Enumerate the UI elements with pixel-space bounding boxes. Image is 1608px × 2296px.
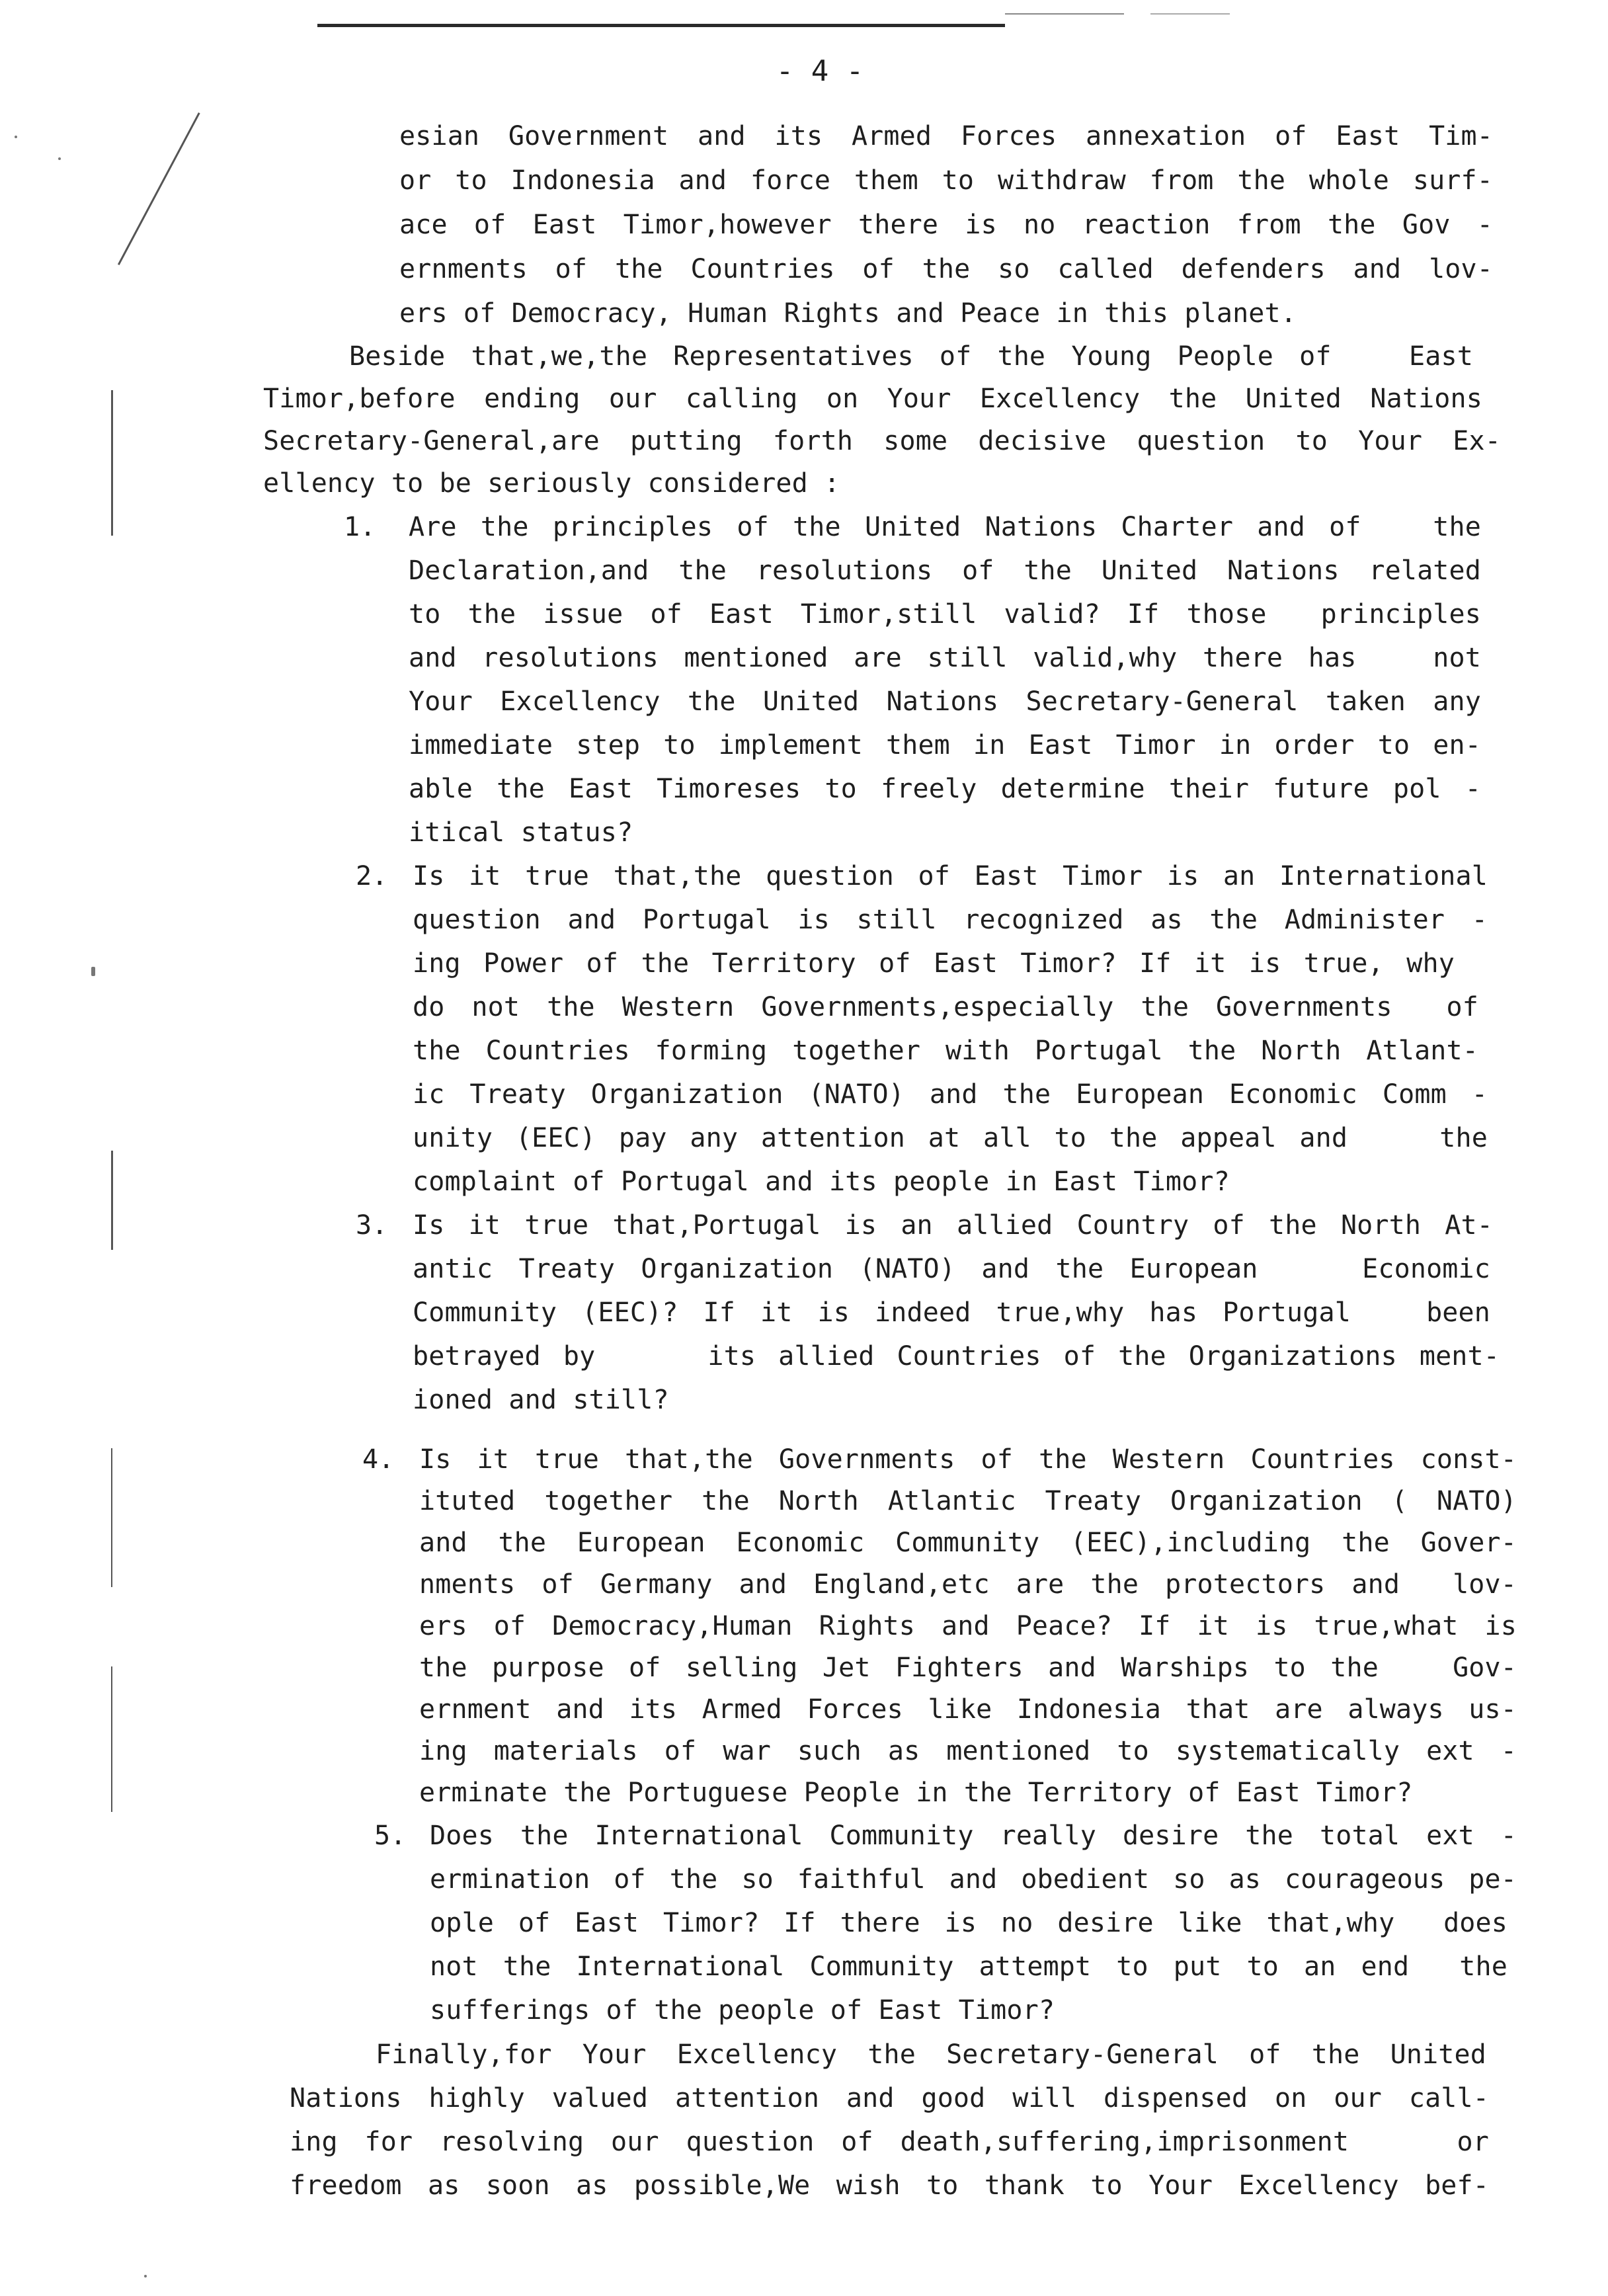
text-line: ing Power of the Territory of East Timor? If it is true, why (413, 948, 1455, 979)
text-line: and resolutions mentioned are still valid,why there has not (409, 643, 1481, 673)
text-line: ellency to be seriously considered : (263, 468, 840, 499)
text-line: Declaration,and the resolutions of the United Nations related (409, 555, 1481, 586)
scan-speck (91, 967, 95, 976)
text-line: immediate step to implement them in East Timor in order to en- (409, 730, 1481, 760)
text-line: antic Treaty Organization (NATO) and the European Economic (413, 1254, 1490, 1284)
top-border-rule-fragment (1005, 13, 1124, 15)
question-number: 1. (344, 512, 376, 542)
margin-scan-mark (111, 390, 113, 536)
text-line: Secretary-General,are putting forth some decisive question to Your Ex- (263, 426, 1501, 456)
margin-scan-mark (118, 112, 200, 265)
text-line: to the issue of East Timor,still valid? If those principles (409, 599, 1481, 630)
text-line: the Countries forming together with Portugal the North Atlant- (413, 1036, 1478, 1066)
margin-scan-mark (111, 1151, 113, 1250)
question-number: 5. (374, 1821, 407, 1851)
text-line: unity (EEC) pay any attention at all to the appeal and the (413, 1123, 1488, 1153)
text-line: ace of East Timor,however there is no reaction from the Gov - (399, 210, 1493, 240)
question-number: 2. (356, 861, 388, 891)
text-line: Is it true that,Portugal is an allied Country of the North At- (413, 1210, 1493, 1241)
text-line: Does the International Community really desire the total ext - (430, 1821, 1517, 1851)
text-line: ernment and its Armed Forces like Indonesia that are always us- (419, 1694, 1517, 1725)
text-line: Timor,before ending our calling on Your Excellency the United Nations (263, 384, 1482, 414)
top-border-rule (317, 24, 1005, 27)
scan-speck (144, 2275, 147, 2277)
text-line: betrayed by its allied Countries of the Organizations ment- (413, 1341, 1500, 1372)
text-line: ituted together the North Atlantic Treaty Organization ( NATO) (419, 1486, 1517, 1516)
text-line: sufferings of the people of East Timor? (430, 1995, 1055, 2026)
text-line: erminate the Portuguese People in the Territory of East Timor? (419, 1778, 1413, 1808)
text-line: ermination of the so faithful and obedient so as courageous pe- (430, 1864, 1517, 1895)
text-line: ing for resolving our question of death,suffering,imprisonment or (290, 2127, 1489, 2157)
text-line: able the East Timoreses to freely determine their future pol - (409, 774, 1481, 804)
question-number: 4. (362, 1444, 395, 1475)
text-line: ic Treaty Organization (NATO) and the European Economic Comm - (413, 1079, 1488, 1110)
margin-scan-mark (111, 1448, 112, 1587)
text-line: Beside that,we,the Representatives of the Young People of East (349, 341, 1473, 372)
scan-speck (58, 157, 61, 160)
text-line: question and Portugal is still recognized as the Administer - (413, 905, 1488, 935)
text-line: ernments of the Countries of the so called defenders and lov- (399, 254, 1493, 284)
text-line: not the International Community attempt to put to an end the (430, 1951, 1508, 1982)
text-line: ioned and still? (413, 1385, 669, 1415)
text-line: Your Excellency the United Nations Secretary-General taken any (409, 686, 1481, 717)
text-line: complaint of Portugal and its people in East Timor? (413, 1167, 1230, 1197)
text-line: Is it true that,the Governments of the Western Countries const- (419, 1444, 1517, 1475)
text-line: nments of Germany and England,etc are the protectors and lov- (419, 1569, 1517, 1600)
text-line: Finally,for Your Excellency the Secretary-General of the United (376, 2039, 1486, 2070)
text-line: ople of East Timor? If there is no desire like that,why does (430, 1908, 1508, 1938)
top-border-rule-fragment (1150, 13, 1230, 15)
text-line: freedom as soon as possible,We wish to thank to Your Excellency bef- (290, 2170, 1489, 2201)
scan-speck (15, 136, 17, 138)
text-line: esian Government and its Armed Forces annexation of East Tim- (399, 121, 1493, 151)
text-line: itical status? (409, 817, 633, 848)
question-number: 3. (356, 1210, 388, 1241)
text-line: ers of Democracy,Human Rights and Peace? If it is true,what is (419, 1611, 1517, 1641)
text-line: Nations highly valued attention and good will dispensed on our call- (290, 2083, 1489, 2113)
text-line: do not the Western Governments,especially the Governments of (413, 992, 1478, 1022)
text-line: and the European Economic Community (EEC),including the Gover- (419, 1528, 1517, 1558)
text-line: Community (EEC)? If it is indeed true,why has Portugal been (413, 1297, 1490, 1328)
margin-scan-mark (111, 1666, 112, 1812)
text-line: Are the principles of the United Nations Charter and of the (409, 512, 1481, 542)
text-line: Is it true that,the question of East Timor is an International (413, 861, 1488, 891)
text-line: ing materials of war such as mentioned to systematically ext - (419, 1736, 1517, 1766)
text-line: the purpose of selling Jet Fighters and Warships to the Gov- (419, 1653, 1517, 1683)
text-line: ers of Democracy, Human Rights and Peace in this planet. (399, 298, 1297, 329)
page-number: - 4 - (776, 54, 864, 88)
text-line: or to Indonesia and force them to withdraw from the whole surf- (399, 165, 1493, 196)
